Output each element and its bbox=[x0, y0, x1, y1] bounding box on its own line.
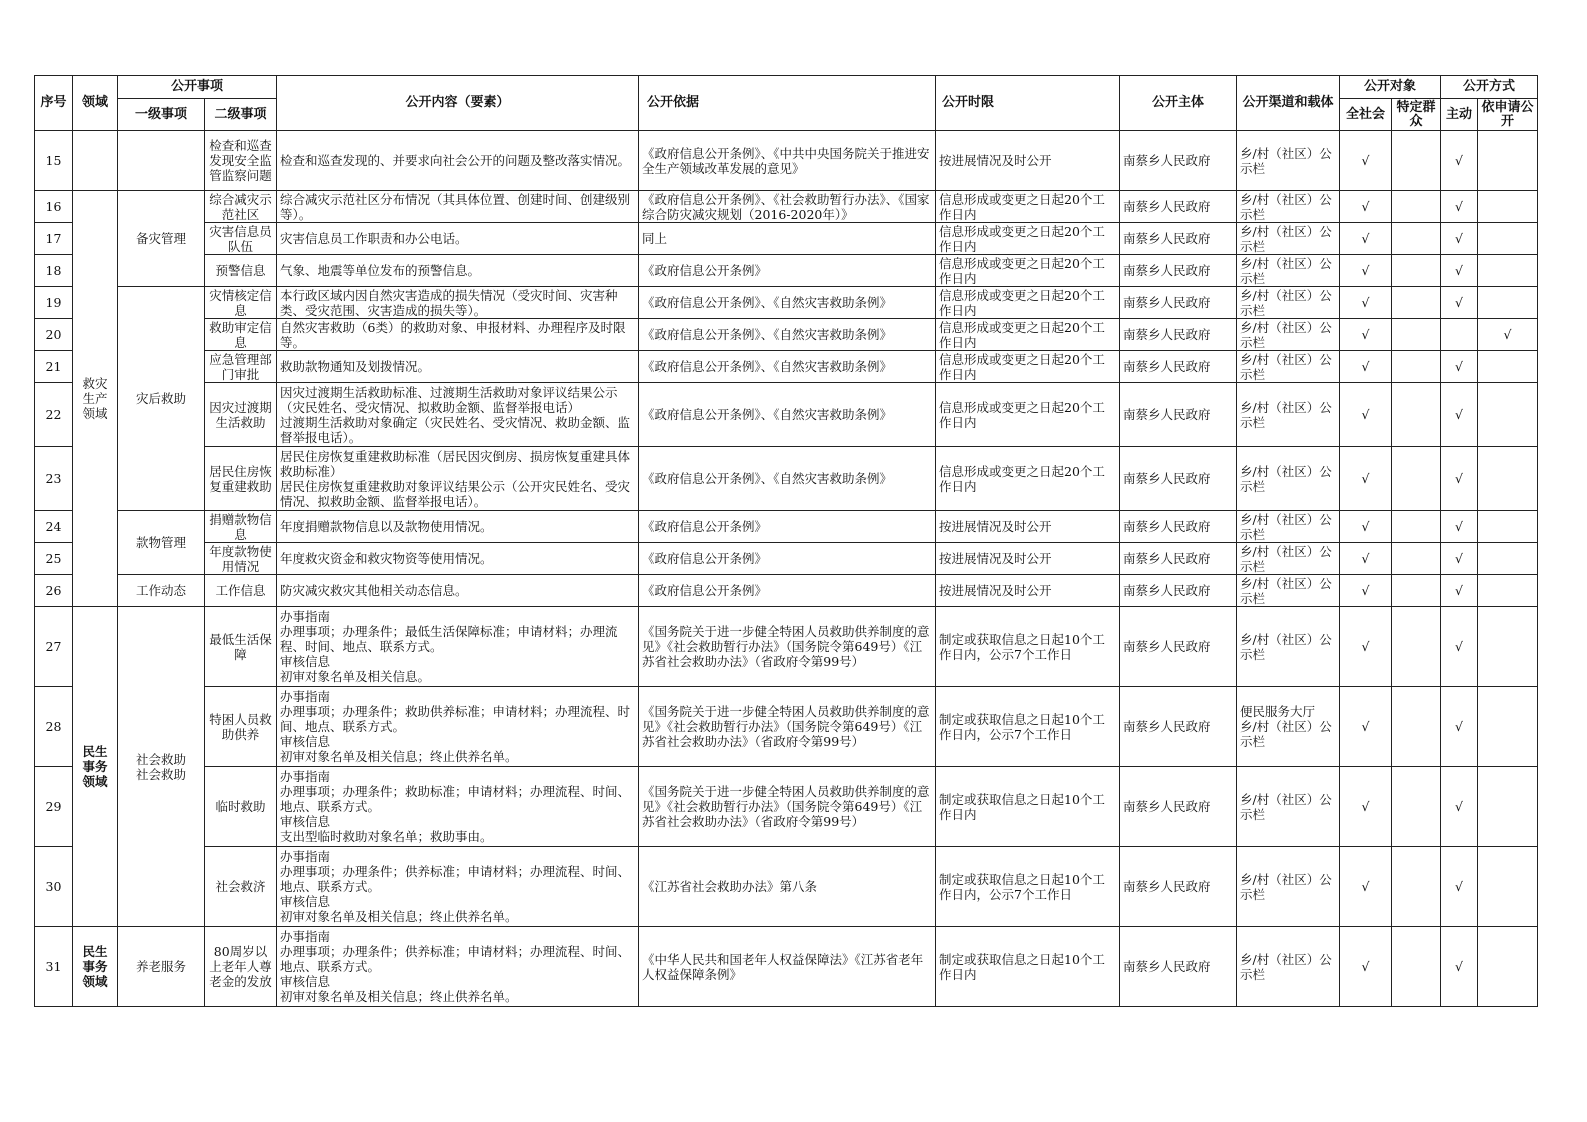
check-mark-all: √ bbox=[1340, 687, 1392, 767]
table-row bbox=[35, 543, 1538, 575]
content-cell: 年度救灾资金和救灾物资等使用情况。 bbox=[277, 543, 639, 575]
level1-item: 社会救助社会救助 bbox=[118, 607, 205, 927]
level2-item: 灾情核定信息 bbox=[205, 287, 277, 319]
check-mark-all: √ bbox=[1340, 191, 1392, 223]
check-mark-request bbox=[1478, 131, 1538, 191]
time-limit-cell: 信息形成或变更之日起20个工作日内 bbox=[936, 223, 1120, 255]
check-mark-active: √ bbox=[1441, 447, 1478, 511]
check-mark-active: √ bbox=[1441, 511, 1478, 543]
check-mark-specific bbox=[1392, 383, 1441, 447]
level1-item: 工作动态 bbox=[118, 575, 205, 607]
check-mark-request bbox=[1478, 543, 1538, 575]
subject-cell: 南蔡乡人民政府 bbox=[1120, 543, 1237, 575]
check-mark-request bbox=[1478, 847, 1538, 927]
check-mark-request bbox=[1478, 511, 1538, 543]
time-limit-cell: 信息形成或变更之日起20个工作日内 bbox=[936, 287, 1120, 319]
channel-cell: 乡/村（社区）公示栏 bbox=[1237, 255, 1340, 287]
content-cell: 办事指南 办理事项；办理条件；救助标准；申请材料；办理流程、时间、地点、联系方式。 审核信息 支出型临时救助对象名单；救助事由。 bbox=[277, 767, 639, 847]
row-number: 19 bbox=[35, 287, 73, 319]
content-cell: 办事指南 办理事项；办理条件；供养标准；申请材料；办理流程、时间、地点、联系方式。 审核信息 初审对象名单及相关信息；终止供养名单。 bbox=[277, 847, 639, 927]
content-cell: 综合减灾示范社区分布情况（其具体位置、创建时间、创建级别等）。 bbox=[277, 191, 639, 223]
level2-item: 临时救助 bbox=[205, 767, 277, 847]
header-seq: 序号 bbox=[35, 76, 73, 131]
check-mark-all: √ bbox=[1340, 223, 1392, 255]
level2-item: 80周岁以上老年人尊老金的发放 bbox=[205, 927, 277, 1007]
time-limit-cell: 按进展情况及时公开 bbox=[936, 575, 1120, 607]
check-mark-active: √ bbox=[1441, 287, 1478, 319]
check-mark-active: √ bbox=[1441, 255, 1478, 287]
level2-item: 灾害信息员队伍 bbox=[205, 223, 277, 255]
check-mark-specific bbox=[1392, 223, 1441, 255]
basis-cell: 《江苏省社会救助办法》第八条 bbox=[639, 847, 936, 927]
domain-cell: 民生事务领域 bbox=[73, 607, 118, 927]
header-basis: 公开依据 bbox=[639, 76, 936, 131]
basis-cell: 《政府信息公开条例》、《中共中央国务院关于推进安全生产领域改革发展的意见》 bbox=[639, 131, 936, 191]
check-mark-all: √ bbox=[1340, 255, 1392, 287]
content-cell: 本行政区域内因自然灾害造成的损失情况（受灾时间、灾害种类、受灾范围、灾害造成的损失等）。 bbox=[277, 287, 639, 319]
header-level1: 一级事项 bbox=[118, 99, 205, 131]
basis-cell: 《政府信息公开条例》 bbox=[639, 255, 936, 287]
channel-cell: 乡/村（社区）公示栏 bbox=[1237, 223, 1340, 255]
header-channel: 公开渠道和载体 bbox=[1237, 76, 1340, 131]
header-subject: 公开主体 bbox=[1120, 76, 1237, 131]
content-cell: 气象、地震等单位发布的预警信息。 bbox=[277, 255, 639, 287]
channel-cell: 乡/村（社区）公示栏 bbox=[1237, 351, 1340, 383]
basis-cell: 《政府信息公开条例》 bbox=[639, 575, 936, 607]
basis-cell: 《政府信息公开条例》、《自然灾害救助条例》 bbox=[639, 383, 936, 447]
level2-item: 社会救济 bbox=[205, 847, 277, 927]
table-body bbox=[35, 131, 1538, 1007]
level2-item: 捐赠款物信息 bbox=[205, 511, 277, 543]
table-row bbox=[35, 687, 1538, 767]
check-mark-all: √ bbox=[1340, 287, 1392, 319]
table-row bbox=[35, 319, 1538, 351]
table-row bbox=[35, 351, 1538, 383]
table-row bbox=[35, 607, 1538, 687]
subject-cell: 南蔡乡人民政府 bbox=[1120, 223, 1237, 255]
check-mark-active: √ bbox=[1441, 847, 1478, 927]
level1-item: 款物管理 bbox=[118, 511, 205, 575]
subject-cell: 南蔡乡人民政府 bbox=[1120, 319, 1237, 351]
time-limit-cell: 按进展情况及时公开 bbox=[936, 511, 1120, 543]
level1-item: 灾后救助 bbox=[118, 287, 205, 511]
channel-cell: 乡/村（社区）公示栏 bbox=[1237, 767, 1340, 847]
header-method-active: 主动 bbox=[1441, 99, 1478, 131]
check-mark-specific bbox=[1392, 511, 1441, 543]
level2-item: 救助审定信息 bbox=[205, 319, 277, 351]
channel-cell: 乡/村（社区）公示栏 bbox=[1237, 287, 1340, 319]
check-mark-specific bbox=[1392, 847, 1441, 927]
check-mark-all: √ bbox=[1340, 511, 1392, 543]
row-number: 23 bbox=[35, 447, 73, 511]
subject-cell: 南蔡乡人民政府 bbox=[1120, 383, 1237, 447]
check-mark-active: √ bbox=[1441, 607, 1478, 687]
level1-item: 备灾管理 bbox=[118, 191, 205, 287]
check-mark-specific bbox=[1392, 607, 1441, 687]
check-mark-request bbox=[1478, 191, 1538, 223]
time-limit-cell: 信息形成或变更之日起20个工作日内 bbox=[936, 191, 1120, 223]
content-cell: 灾害信息员工作职责和办公电话。 bbox=[277, 223, 639, 255]
subject-cell: 南蔡乡人民政府 bbox=[1120, 351, 1237, 383]
time-limit-cell: 信息形成或变更之日起20个工作日内 bbox=[936, 319, 1120, 351]
time-limit-cell: 信息形成或变更之日起20个工作日内 bbox=[936, 351, 1120, 383]
subject-cell: 南蔡乡人民政府 bbox=[1120, 287, 1237, 319]
check-mark-request bbox=[1478, 607, 1538, 687]
table-row bbox=[35, 131, 1538, 191]
content-cell: 自然灾害救助（6类）的救助对象、申报材料、办理程序及时限等。 bbox=[277, 319, 639, 351]
time-limit-cell: 制定或获取信息之日起10个工作日内 bbox=[936, 927, 1120, 1007]
check-mark-request bbox=[1478, 575, 1538, 607]
level2-item: 居民住房恢复重建救助 bbox=[205, 447, 277, 511]
level2-item: 应急管理部门审批 bbox=[205, 351, 277, 383]
basis-cell: 同上 bbox=[639, 223, 936, 255]
header-audience-specific: 特定群众 bbox=[1392, 99, 1441, 131]
check-mark-active: √ bbox=[1441, 687, 1478, 767]
row-number: 27 bbox=[35, 607, 73, 687]
check-mark-active: √ bbox=[1441, 223, 1478, 255]
check-mark-request bbox=[1478, 383, 1538, 447]
subject-cell: 南蔡乡人民政府 bbox=[1120, 687, 1237, 767]
table-row bbox=[35, 575, 1538, 607]
time-limit-cell: 按进展情况及时公开 bbox=[936, 131, 1120, 191]
subject-cell: 南蔡乡人民政府 bbox=[1120, 447, 1237, 511]
channel-cell: 乡/村（社区）公示栏 bbox=[1237, 447, 1340, 511]
table-row bbox=[35, 255, 1538, 287]
row-number: 20 bbox=[35, 319, 73, 351]
content-cell: 办事指南 办理事项；办理条件；最低生活保障标准；申请材料；办理流程、时间、地点、联系方式。 审核信息 初审对象名单及相关信息。 bbox=[277, 607, 639, 687]
content-cell: 因灾过渡期生活救助标准、过渡期生活救助对象评议结果公示（灾民姓名、受灾情况、拟救助金额、监督举报电话） 过渡期生活救助对象确定（灾民姓名、受灾情况、救助金额、监督举报电话）。 bbox=[277, 383, 639, 447]
header-row-top bbox=[35, 76, 1538, 99]
channel-cell: 乡/村（社区）公示栏 bbox=[1237, 543, 1340, 575]
header-audience-all: 全社会 bbox=[1340, 99, 1392, 131]
level2-item: 预警信息 bbox=[205, 255, 277, 287]
content-cell: 救助款物通知及划拨情况。 bbox=[277, 351, 639, 383]
channel-cell: 乡/村（社区）公示栏 bbox=[1237, 131, 1340, 191]
check-mark-all: √ bbox=[1340, 383, 1392, 447]
table-row bbox=[35, 927, 1538, 1007]
check-mark-request bbox=[1478, 223, 1538, 255]
basis-cell: 《政府信息公开条例》、《自然灾害救助条例》 bbox=[639, 351, 936, 383]
row-number: 15 bbox=[35, 131, 73, 191]
check-mark-all: √ bbox=[1340, 847, 1392, 927]
check-mark-specific bbox=[1392, 447, 1441, 511]
check-mark-active: √ bbox=[1441, 927, 1478, 1007]
content-cell: 防灾减灾救灾其他相关动态信息。 bbox=[277, 575, 639, 607]
content-cell: 检查和巡查发现的、并要求向社会公开的问题及整改落实情况。 bbox=[277, 131, 639, 191]
content-cell: 年度捐赠款物信息以及款物使用情况。 bbox=[277, 511, 639, 543]
table-row bbox=[35, 383, 1538, 447]
subject-cell: 南蔡乡人民政府 bbox=[1120, 511, 1237, 543]
header-method-request: 依申请公开 bbox=[1478, 99, 1538, 131]
level2-item: 检查和巡查发现安全监管监察问题 bbox=[205, 131, 277, 191]
row-number: 18 bbox=[35, 255, 73, 287]
table-row bbox=[35, 767, 1538, 847]
row-number: 31 bbox=[35, 927, 73, 1007]
time-limit-cell: 按进展情况及时公开 bbox=[936, 543, 1120, 575]
check-mark-specific bbox=[1392, 927, 1441, 1007]
check-mark-all: √ bbox=[1340, 319, 1392, 351]
content-cell: 办事指南 办理事项；办理条件；供养标准；申请材料；办理流程、时间、地点、联系方式。 审核信息 初审对象名单及相关信息；终止供养名单。 bbox=[277, 927, 639, 1007]
row-number: 30 bbox=[35, 847, 73, 927]
subject-cell: 南蔡乡人民政府 bbox=[1120, 255, 1237, 287]
channel-cell: 乡/村（社区）公示栏 bbox=[1237, 383, 1340, 447]
subject-cell: 南蔡乡人民政府 bbox=[1120, 927, 1237, 1007]
channel-cell: 乡/村（社区）公示栏 bbox=[1237, 191, 1340, 223]
row-number: 29 bbox=[35, 767, 73, 847]
level2-item: 最低生活保障 bbox=[205, 607, 277, 687]
check-mark-specific bbox=[1392, 767, 1441, 847]
basis-cell: 《中华人民共和国老年人权益保障法》《江苏省老年人权益保障条例》 bbox=[639, 927, 936, 1007]
row-number: 26 bbox=[35, 575, 73, 607]
level1-item: 养老服务 bbox=[118, 927, 205, 1007]
check-mark-all: √ bbox=[1340, 575, 1392, 607]
check-mark-active: √ bbox=[1441, 575, 1478, 607]
time-limit-cell: 信息形成或变更之日起20个工作日内 bbox=[936, 383, 1120, 447]
channel-cell: 乡/村（社区）公示栏 bbox=[1237, 319, 1340, 351]
header-audience-group: 公开对象 bbox=[1340, 76, 1441, 99]
subject-cell: 南蔡乡人民政府 bbox=[1120, 131, 1237, 191]
check-mark-active: √ bbox=[1441, 383, 1478, 447]
header-content: 公开内容（要素） bbox=[277, 76, 639, 131]
row-number: 25 bbox=[35, 543, 73, 575]
basis-cell: 《国务院关于进一步健全特困人员救助供养制度的意见》《社会救助暂行办法》（国务院令第649号）《江苏省社会救助办法》（省政府令第99号） bbox=[639, 687, 936, 767]
check-mark-request bbox=[1478, 767, 1538, 847]
check-mark-all: √ bbox=[1340, 767, 1392, 847]
subject-cell: 南蔡乡人民政府 bbox=[1120, 575, 1237, 607]
header-level2: 二级事项 bbox=[205, 99, 277, 131]
row-number: 17 bbox=[35, 223, 73, 255]
content-cell: 办事指南 办理事项；办理条件；救助供养标准；申请材料；办理流程、时间、地点、联系方式。 审核信息 初审对象名单及相关信息；终止供养名单。 bbox=[277, 687, 639, 767]
check-mark-specific bbox=[1392, 575, 1441, 607]
check-mark-specific bbox=[1392, 543, 1441, 575]
channel-cell: 乡/村（社区）公示栏 bbox=[1237, 511, 1340, 543]
domain-cell: 民生事务领域 bbox=[73, 927, 118, 1007]
check-mark-request bbox=[1478, 351, 1538, 383]
check-mark-request bbox=[1478, 287, 1538, 319]
check-mark-specific bbox=[1392, 687, 1441, 767]
header-time-limit: 公开时限 bbox=[936, 76, 1120, 131]
subject-cell: 南蔡乡人民政府 bbox=[1120, 191, 1237, 223]
basis-cell: 《政府信息公开条例》、《自然灾害救助条例》 bbox=[639, 447, 936, 511]
row-number: 24 bbox=[35, 511, 73, 543]
basis-cell: 《国务院关于进一步健全特困人员救助供养制度的意见》《社会救助暂行办法》（国务院令第649号）《江苏省社会救助办法》（省政府令第99号） bbox=[639, 767, 936, 847]
check-mark-all: √ bbox=[1340, 927, 1392, 1007]
check-mark-request bbox=[1478, 687, 1538, 767]
basis-cell: 《政府信息公开条例》、《自然灾害救助条例》 bbox=[639, 319, 936, 351]
domain-cell bbox=[73, 131, 118, 191]
table-row bbox=[35, 191, 1538, 223]
row-number: 28 bbox=[35, 687, 73, 767]
check-mark-active: √ bbox=[1441, 767, 1478, 847]
header-items-group: 公开事项 bbox=[118, 76, 277, 99]
row-number: 16 bbox=[35, 191, 73, 223]
time-limit-cell: 信息形成或变更之日起20个工作日内 bbox=[936, 255, 1120, 287]
check-mark-active: √ bbox=[1441, 351, 1478, 383]
table-row bbox=[35, 223, 1538, 255]
check-mark-specific bbox=[1392, 255, 1441, 287]
basis-cell: 《国务院关于进一步健全特困人员救助供养制度的意见》《社会救助暂行办法》（国务院令第649号）《江苏省社会救助办法》（省政府令第99号） bbox=[639, 607, 936, 687]
disclosure-table bbox=[34, 75, 1538, 1007]
check-mark-specific bbox=[1392, 351, 1441, 383]
level2-item: 综合减灾示范社区 bbox=[205, 191, 277, 223]
level2-item: 年度款物使用情况 bbox=[205, 543, 277, 575]
time-limit-cell: 制定或获取信息之日起10个工作日内，公示7个工作日 bbox=[936, 687, 1120, 767]
subject-cell: 南蔡乡人民政府 bbox=[1120, 767, 1237, 847]
check-mark-active: √ bbox=[1441, 543, 1478, 575]
channel-cell: 便民服务大厅 乡/村（社区）公示栏 bbox=[1237, 687, 1340, 767]
row-number: 22 bbox=[35, 383, 73, 447]
check-mark-specific bbox=[1392, 319, 1441, 351]
check-mark-all: √ bbox=[1340, 543, 1392, 575]
check-mark-active: √ bbox=[1441, 191, 1478, 223]
channel-cell: 乡/村（社区）公示栏 bbox=[1237, 607, 1340, 687]
check-mark-request bbox=[1478, 447, 1538, 511]
channel-cell: 乡/村（社区）公示栏 bbox=[1237, 575, 1340, 607]
time-limit-cell: 制定或获取信息之日起10个工作日内，公示7个工作日 bbox=[936, 607, 1120, 687]
check-mark-request bbox=[1478, 927, 1538, 1007]
time-limit-cell: 制定或获取信息之日起10个工作日内 bbox=[936, 767, 1120, 847]
row-number: 21 bbox=[35, 351, 73, 383]
basis-cell: 《政府信息公开条例》、《自然灾害救助条例》 bbox=[639, 287, 936, 319]
level2-item: 特困人员救助供养 bbox=[205, 687, 277, 767]
channel-cell: 乡/村（社区）公示栏 bbox=[1237, 927, 1340, 1007]
content-cell: 居民住房恢复重建救助标准（居民因灾倒房、损房恢复重建具体救助标准） 居民住房恢复重建救助对象评议结果公示（公开灾民姓名、受灾情况、拟救助金额、监督举报电话）。 bbox=[277, 447, 639, 511]
check-mark-all: √ bbox=[1340, 131, 1392, 191]
check-mark-request: √ bbox=[1478, 319, 1538, 351]
check-mark-all: √ bbox=[1340, 351, 1392, 383]
table-row bbox=[35, 447, 1538, 511]
channel-cell: 乡/村（社区）公示栏 bbox=[1237, 847, 1340, 927]
check-mark-specific bbox=[1392, 191, 1441, 223]
basis-cell: 《政府信息公开条例》、《社会救助暂行办法》、《国家综合防灾减灾规划（2016-2020年）》 bbox=[639, 191, 936, 223]
header-method-group: 公开方式 bbox=[1441, 76, 1538, 99]
basis-cell: 《政府信息公开条例》 bbox=[639, 511, 936, 543]
table-row bbox=[35, 511, 1538, 543]
check-mark-all: √ bbox=[1340, 607, 1392, 687]
level1-item bbox=[118, 131, 205, 191]
check-mark-specific bbox=[1392, 131, 1441, 191]
table-row bbox=[35, 287, 1538, 319]
check-mark-specific bbox=[1392, 287, 1441, 319]
time-limit-cell: 制定或获取信息之日起10个工作日内，公示7个工作日 bbox=[936, 847, 1120, 927]
basis-cell: 《政府信息公开条例》 bbox=[639, 543, 936, 575]
check-mark-request bbox=[1478, 255, 1538, 287]
level2-item: 工作信息 bbox=[205, 575, 277, 607]
check-mark-active: √ bbox=[1441, 131, 1478, 191]
table-row bbox=[35, 847, 1538, 927]
time-limit-cell: 信息形成或变更之日起20个工作日内 bbox=[936, 447, 1120, 511]
domain-cell: 救灾生产领域 bbox=[73, 191, 118, 607]
level2-item: 因灾过渡期生活救助 bbox=[205, 383, 277, 447]
header-domain: 领域 bbox=[73, 76, 118, 131]
subject-cell: 南蔡乡人民政府 bbox=[1120, 607, 1237, 687]
check-mark-all: √ bbox=[1340, 447, 1392, 511]
check-mark-active bbox=[1441, 319, 1478, 351]
subject-cell: 南蔡乡人民政府 bbox=[1120, 847, 1237, 927]
